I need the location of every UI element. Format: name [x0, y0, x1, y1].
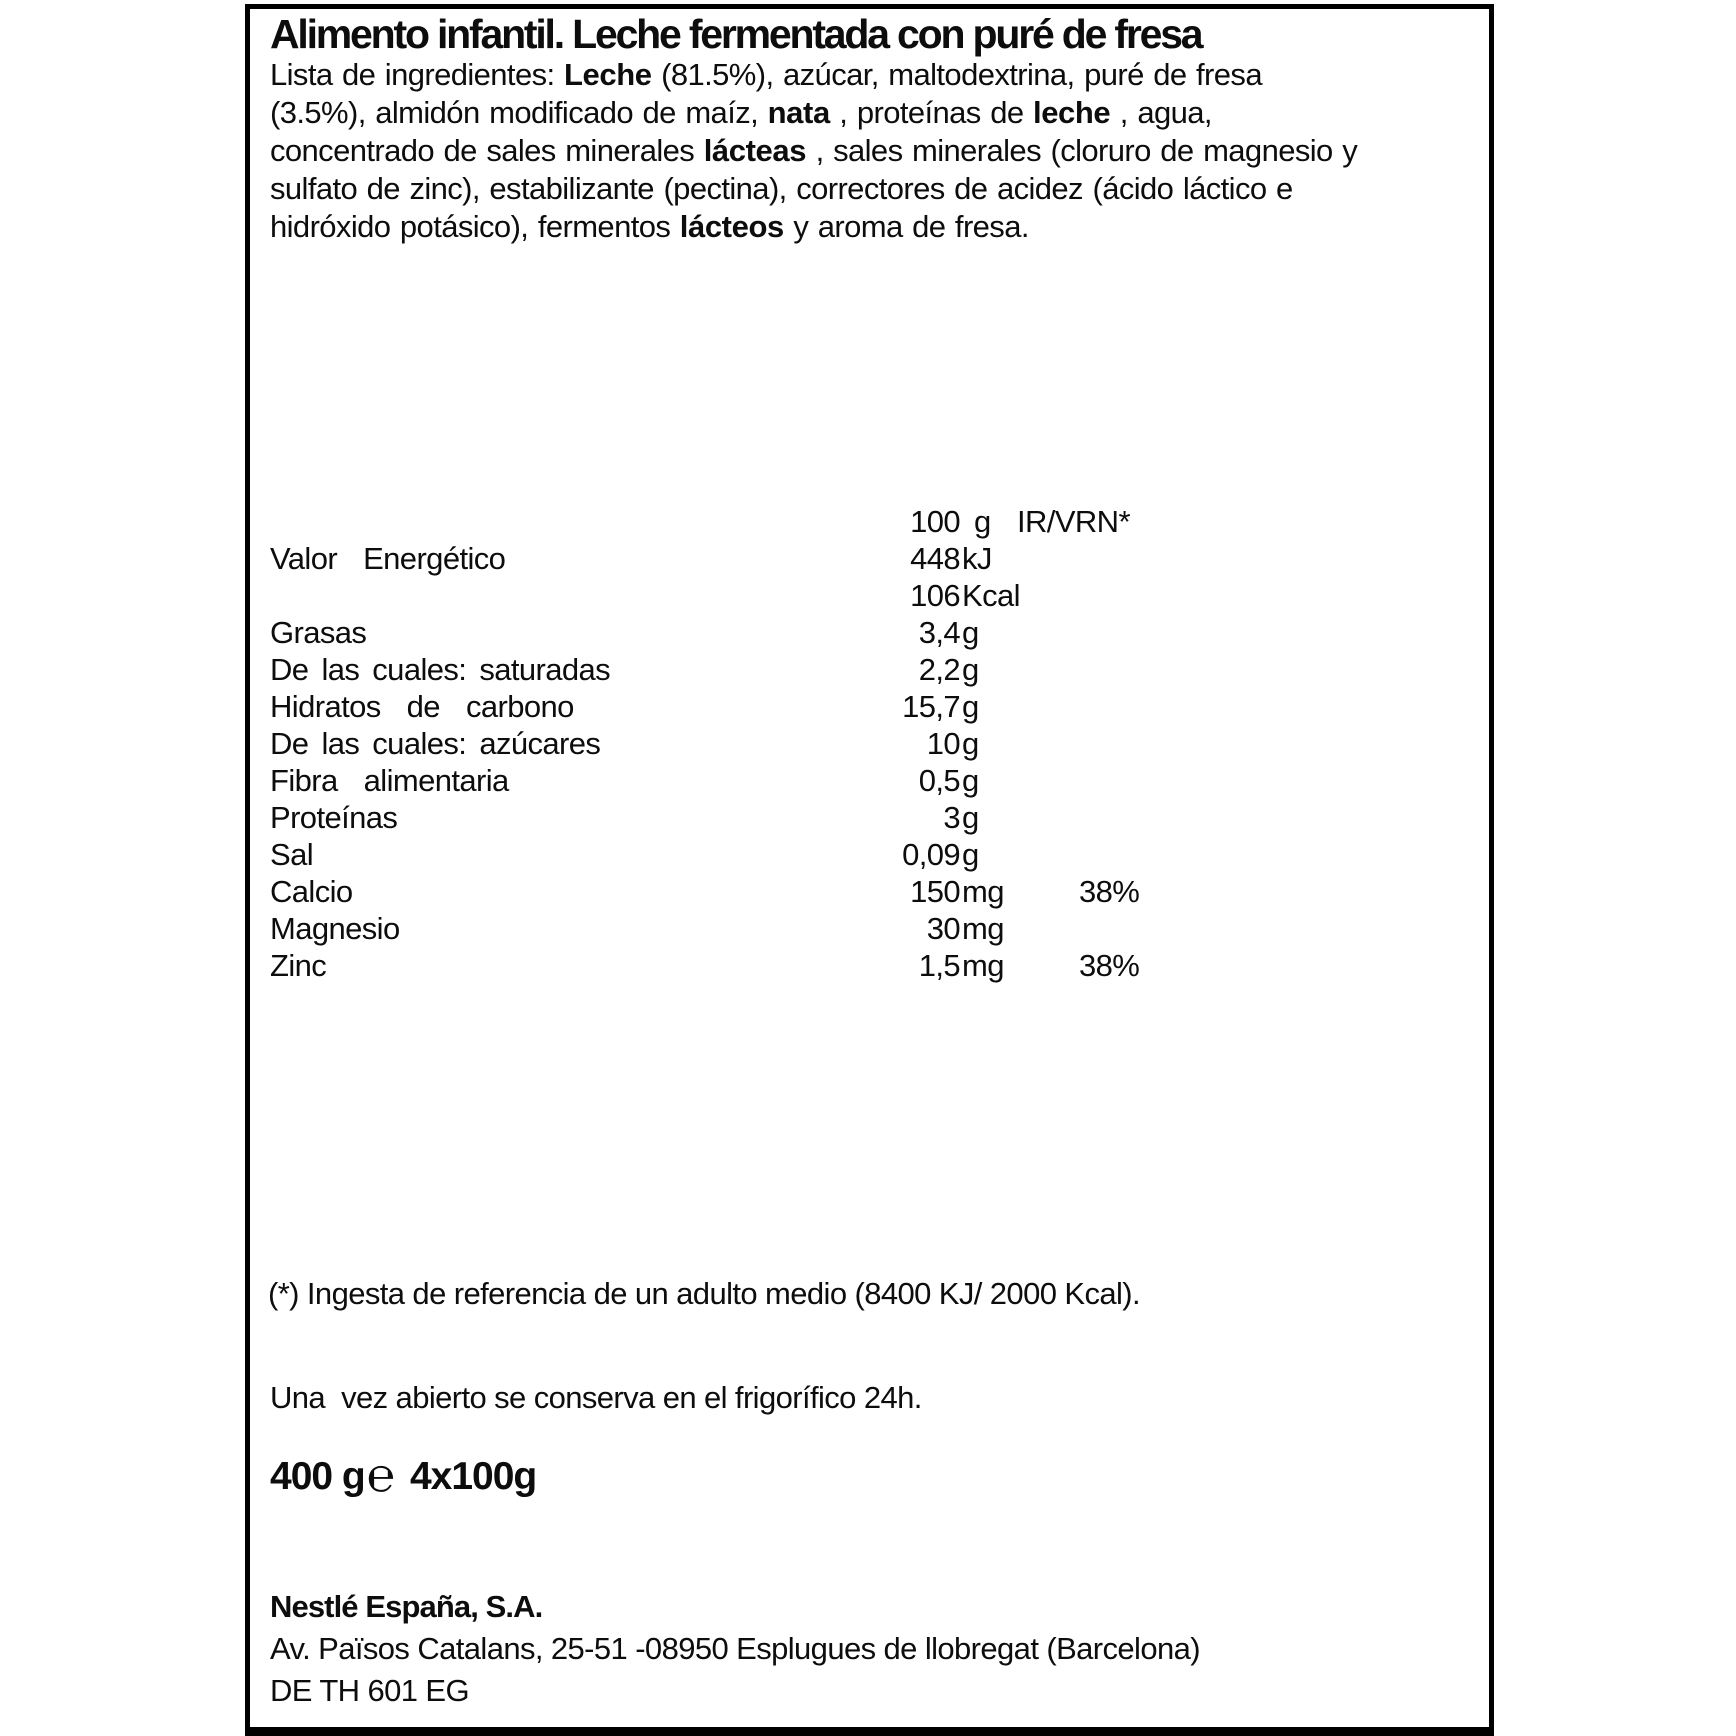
nutrient-reference-pct [1075, 725, 1079, 762]
product-title: Alimento infantil. Leche fermentada con puré de fresa [270, 11, 1202, 57]
nutrient-unit: mg [962, 874, 1004, 909]
table-row [270, 651, 1430, 688]
reference-intake-header: IR/VRN* [1017, 504, 1130, 539]
manufacturer-address: Av. Països Catalans, 25-51 -08950 Esplugues de llobregat (Barcelona) [270, 1631, 1200, 1666]
nutrient-unit: g [962, 652, 979, 687]
nutrient-amount: 106 [910, 578, 960, 613]
nutrient-reference-pct [1075, 762, 1079, 799]
ingredient-text: concentrado de sales minerales [270, 133, 704, 168]
nutrient-reference-pct [1075, 836, 1079, 873]
nutrient-reference-pct: 38% [1079, 948, 1140, 983]
nutrient-reference-pct [1075, 799, 1079, 836]
nutrient-unit: g [962, 726, 979, 761]
table-row [270, 577, 1430, 614]
table-row [270, 540, 1430, 577]
reference-footnote: (*) Ingesta de referencia de un adulto medio (8400 KJ/ 2000 Kcal). [268, 1276, 1141, 1311]
ingredient-text: (81.5%), azúcar, maltodextrina, puré de fresa [651, 57, 1262, 92]
estimated-sign: ℮ [366, 1448, 394, 1501]
table-row [270, 947, 1430, 984]
nutrient-unit: mg [962, 948, 1004, 983]
nutrition-header-row [270, 503, 1430, 540]
nutrient-amount: 15,7 [902, 689, 960, 724]
nutrient-amount: 3 [943, 800, 960, 835]
nutrient-label: Valor Energético [270, 541, 506, 576]
ingredient-text: , agua, [1110, 95, 1212, 130]
ingredient-text: (3.5%), almidón modificado de maíz, [270, 95, 768, 130]
nutrient-reference-pct [1075, 651, 1079, 688]
nutrient-unit: g [962, 615, 979, 650]
ingredient-emphasis: leche [1033, 95, 1111, 130]
table-row [270, 762, 1430, 799]
nutrient-label: Fibra alimentaria [270, 763, 509, 798]
nutrition-header-spacer [270, 503, 710, 540]
nutrient-label: Calcio [270, 874, 353, 909]
nutrient-label: Magnesio [270, 911, 400, 946]
per-amount-value: 100 [910, 504, 960, 539]
nutrient-amount: 2,2 [918, 652, 960, 687]
table-row [270, 910, 1430, 947]
nutrient-unit: g [962, 800, 979, 835]
ingredient-text: sulfato de zinc), estabilizante (pectina), correctores de acidez (ácido láctico e [270, 171, 1293, 206]
nutrient-unit: g [962, 763, 979, 798]
label-box [245, 4, 1494, 1736]
table-row [270, 688, 1430, 725]
nutrient-label: Sal [270, 837, 314, 872]
ingredient-line [270, 56, 1357, 94]
ingredient-emphasis: nata [767, 95, 830, 130]
net-weight [270, 1448, 537, 1501]
ingredient-text: Lista de ingredientes: [270, 57, 565, 92]
nutrient-label [270, 577, 710, 614]
ingredient-line [270, 208, 1357, 246]
nutrition-table [270, 503, 1430, 984]
manufacturer-block [270, 1586, 1200, 1712]
ingredient-line [270, 170, 1357, 208]
nutrient-amount: 10 [926, 726, 960, 761]
nutrient-label: Proteínas [270, 800, 398, 835]
nutrient-amount: 3,4 [918, 615, 960, 650]
ingredient-emphasis: lácteos [679, 209, 784, 244]
ingredient-text: hidróxido potásico), fermentos [270, 209, 680, 244]
net-weight-units: 4x100g [409, 1455, 537, 1498]
nutrient-amount: 0,09 [902, 837, 960, 872]
nutrient-unit: kJ [962, 541, 992, 576]
ingredient-line [270, 94, 1357, 132]
nutrient-amount: 448 [910, 541, 960, 576]
nutrient-unit: g [962, 689, 979, 724]
nutrient-amount: 1,5 [918, 948, 960, 983]
nutrition-rows [270, 540, 1430, 984]
table-row [270, 725, 1430, 762]
table-row [270, 873, 1430, 910]
ingredient-emphasis: lácteas [703, 133, 807, 168]
table-row [270, 614, 1430, 651]
nutrient-reference-pct: 38% [1079, 874, 1140, 909]
nutrient-reference-pct [1075, 910, 1079, 947]
nutrient-reference-pct [1075, 540, 1079, 577]
per-amount-unit: g [974, 504, 991, 539]
table-row [270, 836, 1430, 873]
ingredient-text: y aroma de fresa. [783, 209, 1029, 244]
nutrient-label: Zinc [270, 948, 327, 983]
nutrient-unit: mg [962, 911, 1004, 946]
nutrient-reference-pct [1075, 688, 1079, 725]
nutrient-amount: 30 [926, 911, 960, 946]
nutrient-label: Grasas [270, 615, 367, 650]
nutrient-reference-pct [1075, 577, 1079, 614]
ingredient-line [270, 132, 1357, 170]
table-row [270, 799, 1430, 836]
nutrient-label: Hidratos de carbono [270, 689, 574, 724]
nutrient-reference-pct [1075, 614, 1079, 651]
ingredients-paragraph [270, 56, 1357, 246]
ingredient-text: , sales minerales (cloruro de magnesio y [806, 133, 1358, 168]
nutrient-label: De las cuales: azúcares [270, 726, 601, 761]
nutrient-unit: Kcal [962, 578, 1020, 613]
nutrient-amount: 0,5 [918, 763, 960, 798]
manufacturer-code: DE TH 601 EG [270, 1673, 469, 1708]
net-weight-total: 400 g [270, 1455, 365, 1498]
nutrient-unit: g [962, 837, 979, 872]
ingredient-text: , proteínas de [829, 95, 1033, 130]
nutrient-label: De las cuales: saturadas [270, 652, 611, 687]
nutrient-amount: 150 [910, 874, 960, 909]
manufacturer-name: Nestlé España, S.A. [270, 1589, 543, 1624]
storage-note: Una vez abierto se conserva en el frigorífico 24h. [270, 1380, 922, 1415]
ingredient-emphasis: Leche [564, 57, 652, 92]
